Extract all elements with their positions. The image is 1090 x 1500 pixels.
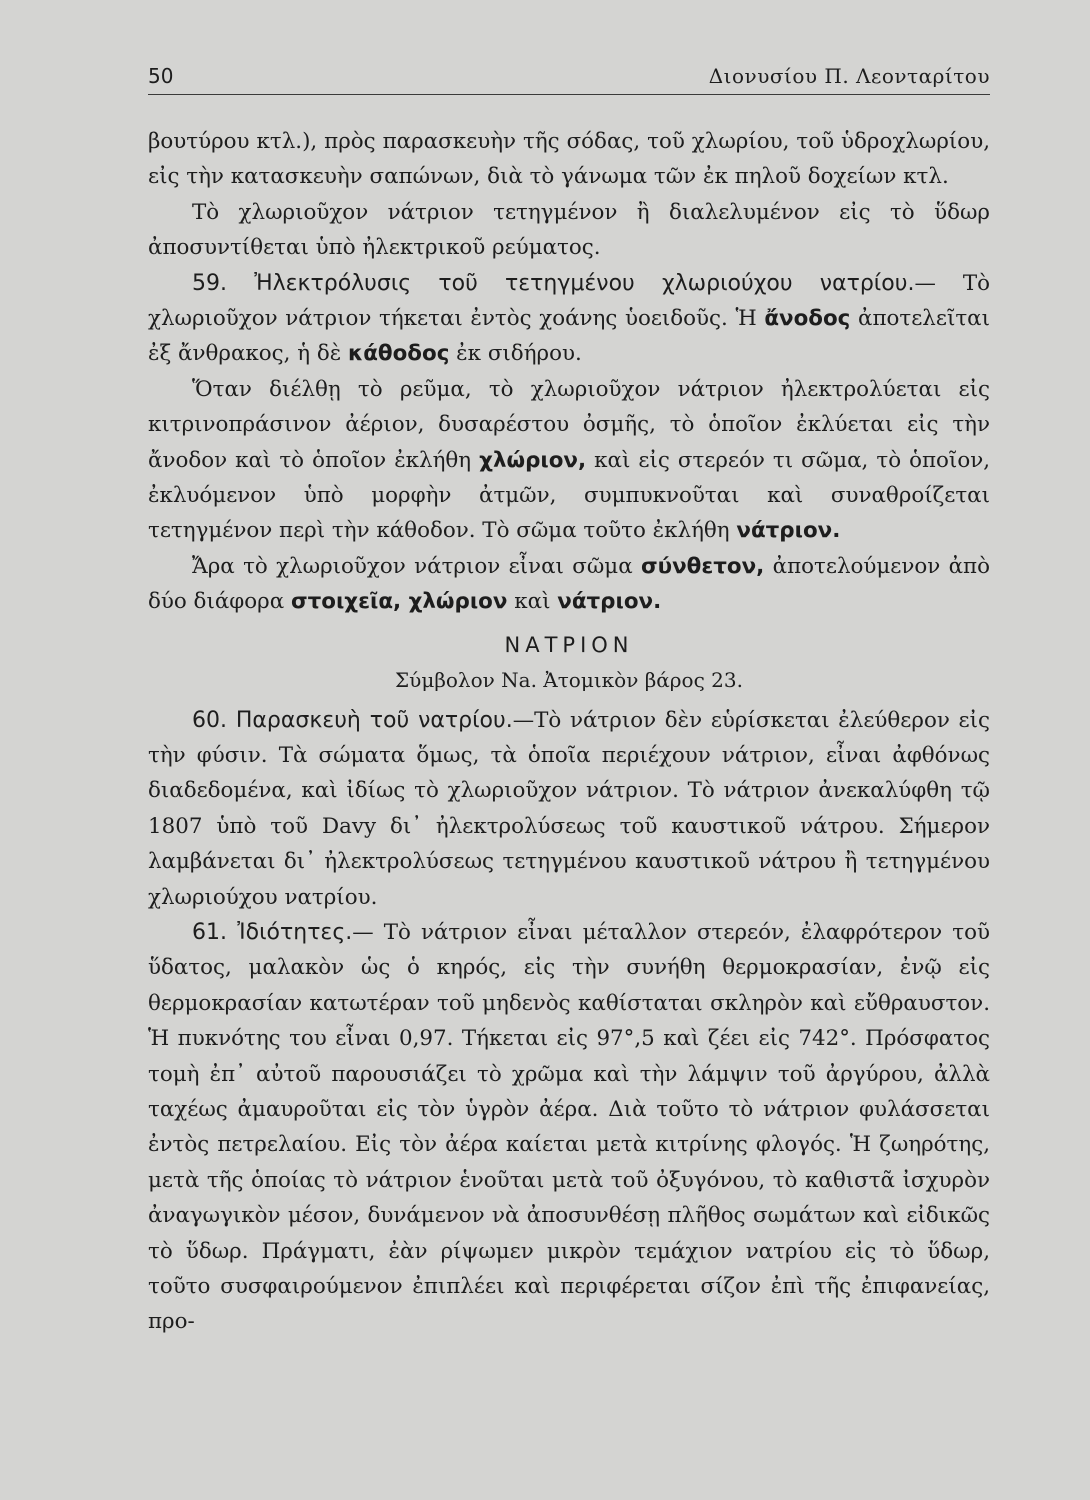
page-header — [148, 60, 990, 95]
bold-compound: σύνθετον, — [640, 553, 765, 579]
section-60 — [148, 703, 990, 915]
bold-chlorine: χλώριον, — [479, 447, 587, 473]
section-60-text: —Τὸ νάτριον δὲν εὑρίσκεται ἐλεύθερον εἰς τὴν φύσιν. Τὰ σώματα ὅμως, τὰ ὁποῖα περιέχουν νάτριον, εἶναι ἀφθόνως διαδεδομένα, καὶ ἰδίως τὸ χλωριοῦχον νάτριον. Τὸ νάτριον ἀνεκαλύφθη τῷ 1807 ὑπὸ τοῦ Davy δι᾽ ἠλεκτρολύσεως τοῦ καυστικοῦ νάτρου. Σήμερον λαμβάνεται δι᾽ ἠλεκτρολύσεως τετηγμένου καυστικοῦ νάτρου ἢ τετηγμένου χλωριούχου νατρίου. — [148, 707, 990, 910]
page-body — [148, 124, 990, 1340]
section-61-text: — Τὸ νάτριον εἶναι μέταλλον στερεόν, ἐλαφρότερον τοῦ ὕδατος, μαλακὸν ὡς ὁ κηρός, εἰς τὴν συνήθη θερμοκρασίαν, ἐνῷ εἰς θερμοκρασίαν κατωτέραν τοῦ μηδενὸς καθίσταται σκληρὸν καὶ εὔθραυστον. Ἡ πυκνότης του εἶναι 0,97. Τήκεται εἰς 97°,5 καὶ ζέει εἰς 742°. Πρόσφατος τομὴ ἐπ᾽ αὐτοῦ παρουσιάζει τὸ χρῶμα καὶ τὴν λάμψιν τοῦ ἀργύρου, ἀλλὰ ταχέως ἀμαυροῦται εἰς τὸν ὑγρὸν ἀέρα. Διὰ τοῦτο τὸ νάτριον φυλάσσεται ἐντὸς πετρελαίου. Εἰς τὸν ἀέρα καίεται μετὰ κιτρίνης φλογός. Ἡ ζωηρότης, μετὰ τῆς ὁποίας τὸ νάτριον ἑνοῦται μετὰ τοῦ ὀξυγόνου, τὸ καθιστᾶ ἰσχυρὸν ἀναγωγικὸν μέσον, δυνάμενον νὰ ἀποσυνθέσῃ πλῆθος σωμάτων καὶ εἰδικῶς τὸ ὕδωρ. Πράγματι, ἐὰν ρίψωμεν μικρὸν τεμάχιον νατρίου εἰς τὸ ὕδωρ, τοῦτο συσφαιρούμενον ἐπιπλέει καὶ περιφέρεται σίζον ἐπὶ τῆς ἐπιφανείας, προ- — [148, 919, 990, 1335]
chapter-subtitle: Σύμβολον Na. Ἀτομικὸν βάρος 23. — [395, 668, 743, 693]
section-59-text-3: ἐκ σιδήρου. — [449, 341, 582, 367]
section-61 — [148, 915, 990, 1340]
section-59-text-2: ἀποτελεῖται ἐξ ἄνθρακος, ἡ δὲ — [148, 306, 990, 367]
bold-elements-chlorine: στοιχεῖα, χλώριον — [290, 589, 508, 615]
section-59-text-1: — Τὸ χλωριοῦχον νάτριον τήκεται ἐντὸς χοάνης ὑοειδοῦς. Ἡ — [148, 270, 990, 332]
section-59-heading: 59. Ἠλεκτρόλυσις τοῦ τετηγμένου χλωριούχου νατρίου. — [192, 270, 915, 296]
section-60-heading: 60. Παρασκευὴ τοῦ νατρίου. — [192, 707, 513, 733]
paragraph-electrolysis-intro: Τὸ χλωριοῦχον νάτριον τετηγμένον ἢ διαλελυμένον εἰς τὸ ὕδωρ ἀποσυντίθεται ὑπὸ ἠλεκτρικοῦ ρεύματος. — [148, 199, 990, 261]
bold-cathode: κάθοδος — [348, 341, 450, 367]
paragraph-electrolysis-result — [148, 372, 990, 549]
paragraph-5-text-1: Ἄρα τὸ χλωριοῦχον νάτριον εἶναι σῶμα — [192, 553, 641, 579]
paragraph-5-text-3: καὶ — [507, 589, 558, 615]
section-61-heading: 61. Ἰδιότητες. — [192, 919, 353, 945]
page-number: 50 — [148, 64, 174, 88]
bold-sodium-2: νάτριον. — [557, 589, 662, 615]
paragraph-4-text-1: Ὅταν διέλθῃ τὸ ρεῦμα, τὸ χλωριοῦχον νάτριον ἠλεκτρολύεται εἰς κιτρινοπράσινον ἀέριον, δυσαρέστου ὀσμῆς, τὸ ὁποῖον ἐκλύεται εἰς τὴν ἄνοδον καὶ τὸ ὁποῖον ἐκλήθη — [148, 376, 990, 473]
chapter-title: ΝΑΤΡΙΟΝ — [504, 632, 634, 657]
paragraph-compound — [148, 549, 990, 620]
paragraph-4-text-2: καὶ εἰς στερεόν τι σῶμα, τὸ ὁποῖον, ἐκλυόμενον ὑπὸ μορφὴν ἀτμῶν, συμπυκνοῦται καὶ συναθροίζεται τετηγμένον περὶ τὴν κάθοδον. Τὸ σῶμα τοῦτο ἐκλήθη — [148, 447, 991, 544]
bold-sodium: νάτριον. — [736, 518, 841, 544]
running-title: Διονυσίου Π. Λεονταρίτου — [708, 64, 990, 88]
paragraph-5-text-2: ἀποτελούμενον ἀπὸ δύο διάφορα — [148, 553, 990, 615]
paragraph-continued: βουτύρου κτλ.), πρὸς παρασκευὴν τῆς σόδας, τοῦ χλωρίου, τοῦ ὑδροχλωρίου, εἰς τὴν κατασκευὴν σαπώνων, διὰ τὸ γάνωμα τῶν ἐκ πηλοῦ δοχείων κτλ. — [148, 129, 990, 190]
section-59 — [148, 266, 990, 372]
bold-anode: ἄνοδος — [764, 306, 851, 332]
